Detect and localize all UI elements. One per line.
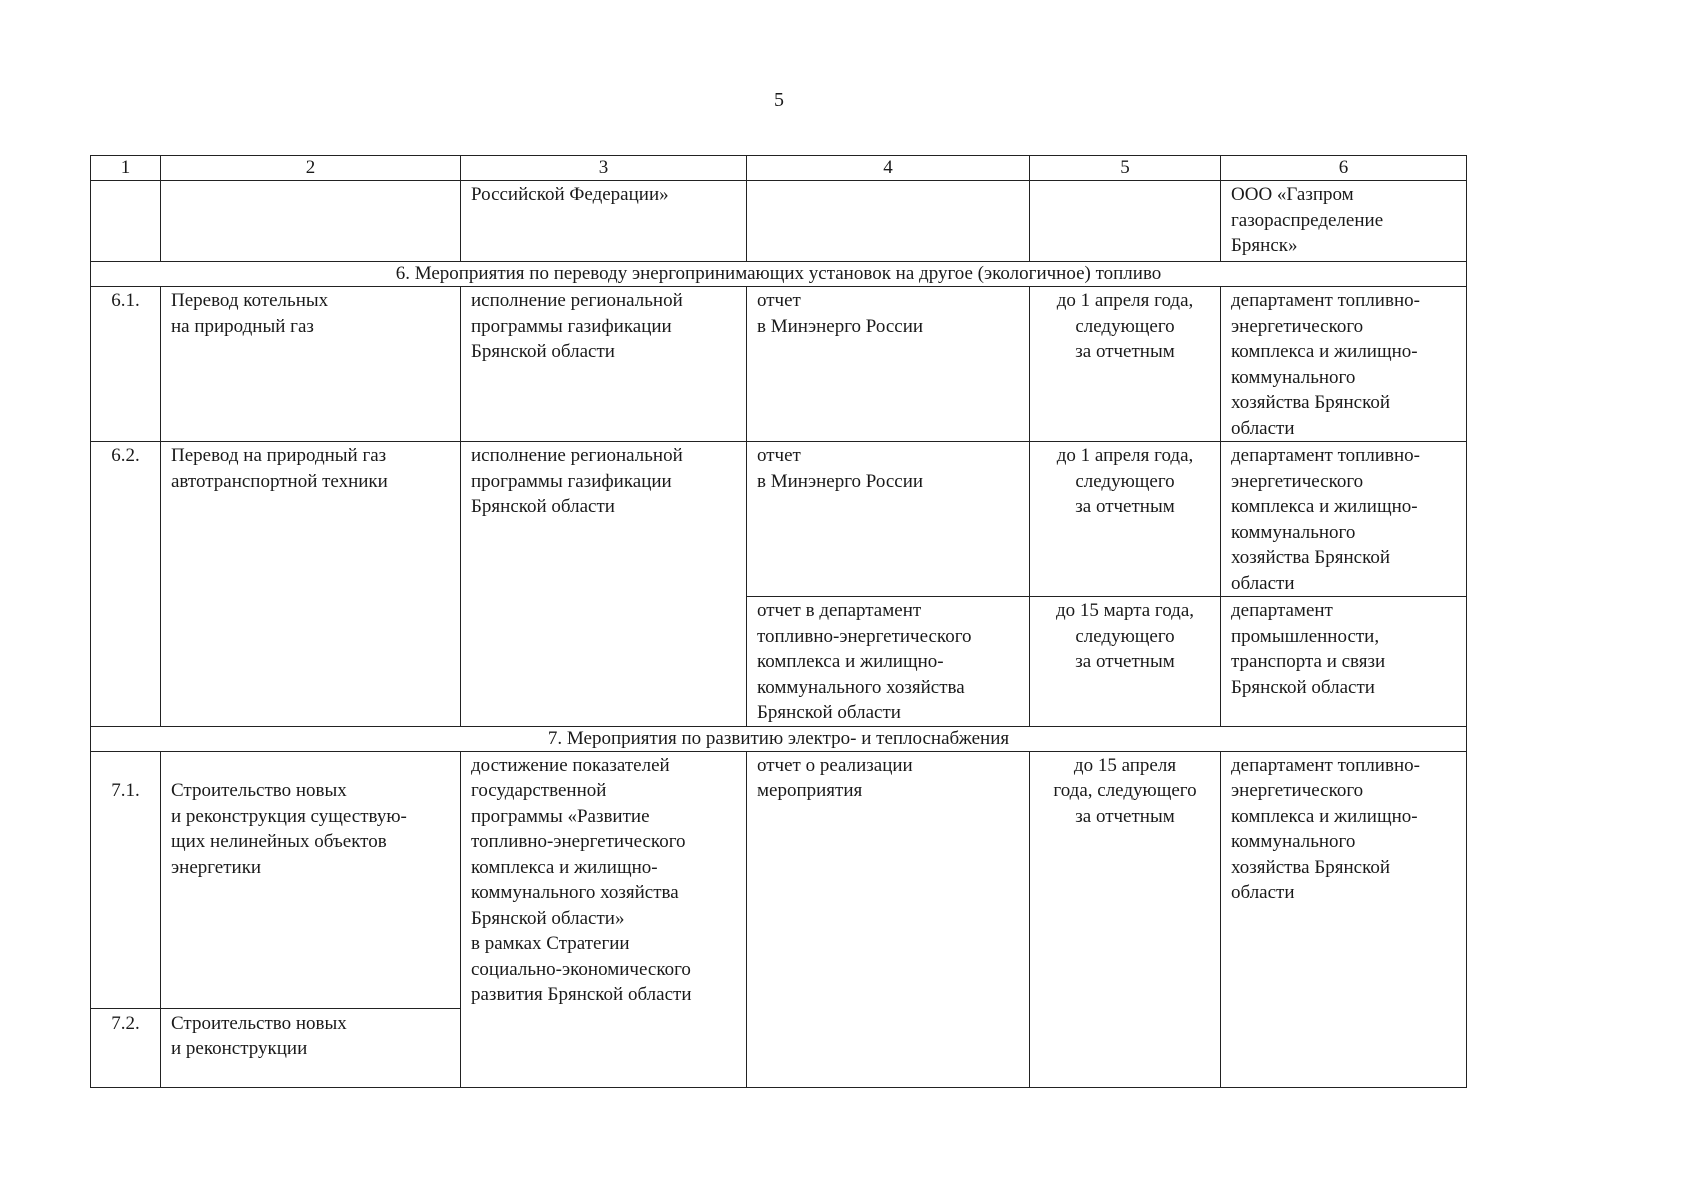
row-number: 6.2. — [91, 442, 161, 727]
measures-table — [90, 155, 1467, 1088]
cell-measure-name: Перевод на природный газ автотранспортной техники — [161, 442, 461, 727]
column-number-header: 3 — [461, 156, 747, 181]
cell-deadline: до 1 апреля года, следующего за отчетным — [1030, 287, 1221, 442]
cell-measure-name: Строительство новых и реконструкции — [161, 1008, 460, 1062]
cell-measure-name: Строительство новых и реконструкция существую- щих нелинейных объектов энергетики — [171, 780, 407, 878]
cell-empty — [747, 181, 1030, 262]
cell-deadline: до 15 апреля года, следующего за отчетным — [1030, 751, 1221, 1088]
continuation-row — [91, 181, 1467, 262]
cell-empty — [161, 181, 461, 262]
table-row — [91, 442, 1467, 597]
section-title: 7. Мероприятия по развитию электро- и теплоснабжения — [91, 726, 1467, 751]
row-numbers-cell — [91, 751, 161, 1088]
cell-responsible: департамент топливно- энергетического комплекса и жилищно- коммунального хозяйства Брянской области — [1221, 442, 1467, 597]
cell-report: отчет в Минэнерго России — [747, 442, 1030, 597]
column-number-header: 4 — [747, 156, 1030, 181]
cell-basis: исполнение региональной программы газификации Брянской области — [461, 442, 747, 727]
table-row — [91, 287, 1467, 442]
cell-responsible: ООО «Газпром газораспределение Брянск» — [1221, 181, 1467, 262]
cell-report: отчет о реализации мероприятия — [747, 751, 1030, 1088]
row-number: 7.1. — [111, 780, 140, 801]
cell-basis: Российской Федерации» — [461, 181, 747, 262]
cell-report: отчет в Минэнерго России — [747, 287, 1030, 442]
cell-empty — [91, 181, 161, 262]
cell-basis: исполнение региональной программы газификации Брянской области — [461, 287, 747, 442]
column-number-header: 6 — [1221, 156, 1467, 181]
cell-basis: достижение показателей государственной программы «Развитие топливно-энергетического комплекса и жилищно- коммунального хозяйства Брянской области» в рамках Стратегии социально-экономического развития Брянской области — [461, 751, 747, 1088]
column-number-row — [91, 156, 1467, 181]
cell-report: отчет в департамент топливно-энергетического комплекса и жилищно- коммунального хозяйства Брянской области — [747, 597, 1030, 727]
cell-deadline: до 1 апреля года, следующего за отчетным — [1030, 442, 1221, 597]
row-number: 7.2. — [91, 1008, 160, 1037]
column-number-header: 2 — [161, 156, 461, 181]
row-number: 6.1. — [91, 287, 161, 442]
page-number: 5 — [774, 89, 784, 111]
section-header-row — [91, 262, 1467, 287]
table-row — [91, 751, 1467, 1088]
column-number-header: 5 — [1030, 156, 1221, 181]
section-header-row — [91, 726, 1467, 751]
cell-measure-name: Перевод котельных на природный газ — [161, 287, 461, 442]
cell-responsible: департамент топливно- энергетического комплекса и жилищно- коммунального хозяйства Брянской области — [1221, 287, 1467, 442]
cell-responsible: департамент промышленности, транспорта и связи Брянской области — [1221, 597, 1467, 727]
cell-deadline: до 15 марта года, следующего за отчетным — [1030, 597, 1221, 727]
section-title: 6. Мероприятия по переводу энергопринимающих установок на другое (экологичное) топливо — [91, 262, 1467, 287]
cell-empty — [1030, 181, 1221, 262]
cell-responsible: департамент топливно- энергетического комплекса и жилищно- коммунального хозяйства Брянской области — [1221, 751, 1467, 1088]
column-number-header: 1 — [91, 156, 161, 181]
measure-names-cell — [161, 751, 461, 1088]
